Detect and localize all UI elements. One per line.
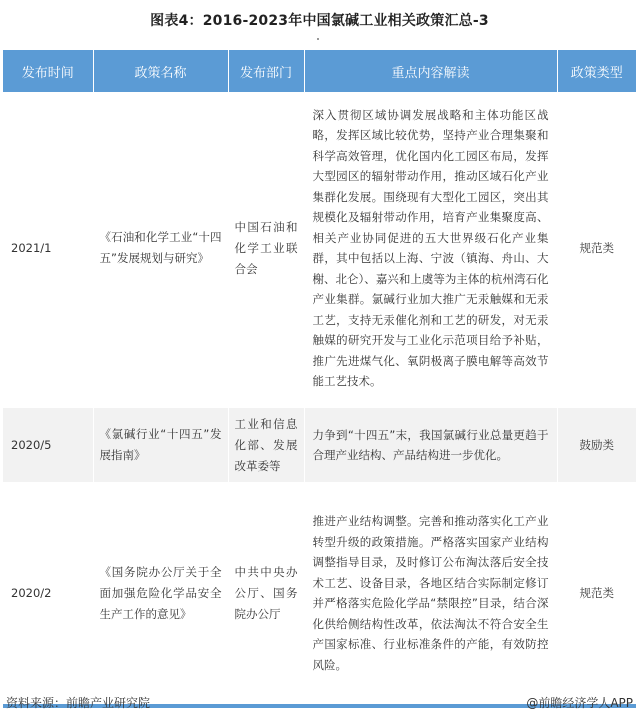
source-note: 资料来源：前瞻产业研究院 bbox=[6, 696, 151, 710]
cell-date: 2020/2 bbox=[3, 484, 93, 702]
cell-date: 2020/5 bbox=[3, 406, 93, 484]
header-date: 发布时间 bbox=[3, 50, 93, 92]
cell-policy-name: 《石油和化学工业“十四五”发展规划与研究》 bbox=[93, 92, 228, 406]
cell-policy-name: 《国务院办公厅关于全面加强危险化学品安全生产工作的意见》 bbox=[93, 484, 228, 702]
cell-key-content: 推进产业结构调整。完善和推动落实化工产业转型升级的政策措施。严格落实国家产业结构调整指导目录，及时修订公布淘汰落后安全技术工艺、设备目录，各地区结合实际制定修订并严格落实危险化学品“禁限控”目录，结合深化供给侧结构性改革，依法淘汰不符合安全生产国家标准、行业标准条件的产能，有效防控风险。 bbox=[304, 484, 557, 702]
cell-key-content: 力争到“十四五”末，我国氯碱行业总量更趋于合理产业结构、产品结构进一步优化。 bbox=[304, 406, 557, 484]
header-department: 发布部门 bbox=[228, 50, 304, 92]
cell-department: 工业和信息化部、发展改革委等 bbox=[228, 406, 304, 484]
brand-credit: @前瞻经济学人APP bbox=[526, 696, 633, 710]
table-row bbox=[3, 92, 636, 406]
table-header-row bbox=[3, 50, 636, 92]
table-row bbox=[3, 406, 636, 484]
cell-policy-type: 规范类 bbox=[557, 484, 636, 702]
table-row bbox=[3, 484, 636, 702]
cell-policy-type: 规范类 bbox=[557, 92, 636, 406]
cell-date: 2021/1 bbox=[3, 92, 93, 406]
cell-policy-name: 《氯碱行业“十四五”发展指南》 bbox=[93, 406, 228, 484]
cell-department: 中共中央办公厅、国务院办公厅 bbox=[228, 484, 304, 702]
header-key-content: 重点内容解读 bbox=[304, 50, 557, 92]
cell-department: 中国石油和化学工业联合会 bbox=[228, 92, 304, 406]
cell-key-content: 深入贯彻区域协调发展战略和主体功能区战略，发挥区域比较优势，坚持产业合理集聚和科学高效管理，优化国内化工园区布局，发挥大型园区的辐射带动作用，推动区域石化产业集群化发展。围绕现有大型化工园区，突出其规模化及辐射带动作用，培育产业集聚度高、相关产业协同促进的五大世界级石化产业集群，其中包括以上海、宁波（镇海、舟山、大榭、北仑）、嘉兴和上虞等为主体的杭州湾石化产业集群。氯碱行业加大推广无汞触媒和无汞工艺，支持无汞催化剂和工艺的研发，对无汞触媒的研究开发与工业化示范项目给予补贴，推广先进煤气化、氧阴极离子膜电解等高效节能工艺技术。 bbox=[304, 92, 557, 406]
cell-policy-type: 鼓励类 bbox=[557, 406, 636, 484]
separator-dot bbox=[317, 38, 319, 40]
policy-table bbox=[3, 50, 636, 708]
header-policy-type: 政策类型 bbox=[557, 50, 636, 92]
header-policy-name: 政策名称 bbox=[93, 50, 228, 92]
chart-title: 图表4：2016-2023年中国氯碱工业相关政策汇总-3 bbox=[150, 13, 489, 29]
